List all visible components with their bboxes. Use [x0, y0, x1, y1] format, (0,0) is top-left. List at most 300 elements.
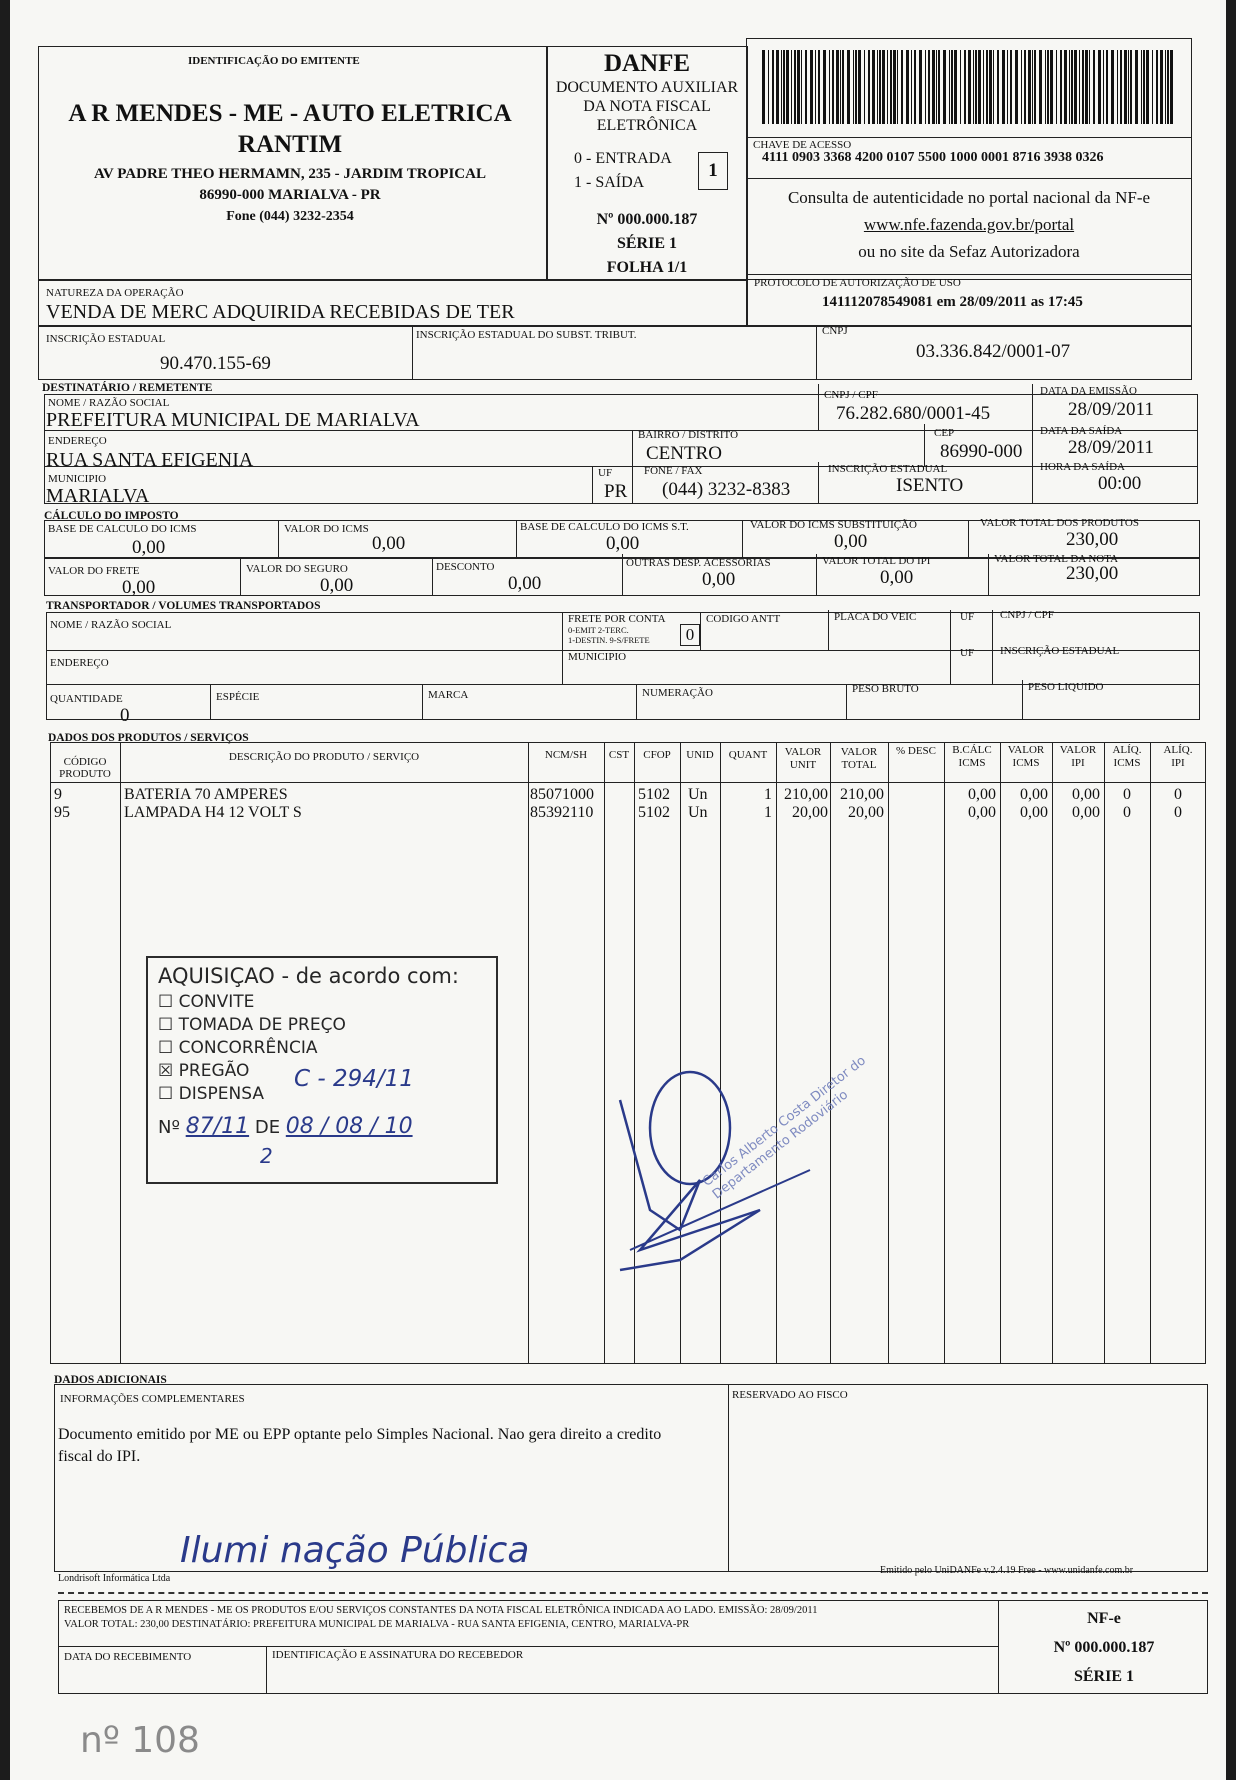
canhoto-text-1: RECEBEMOS DE A R MENDES - ME OS PRODUTOS E/OU SERVIÇOS CONSTANTES DA NOTA FISCAL ELETRÔNICA INDICADA AO LADO. EMISSÃO: 28/09/2011 [64, 1605, 818, 1616]
stamp-opt-dispensa: ☐ DISPENSA [158, 1084, 264, 1104]
stamp-date: 08 / 08 / 10 [285, 1114, 413, 1139]
frete: 0,00 [122, 577, 156, 598]
barcode-bar [1021, 50, 1022, 124]
hdr-vipi [1052, 744, 1104, 770]
barcode-bar [762, 50, 765, 124]
transp-antt-label: CODIGO ANTT [706, 613, 781, 625]
total-prod: 230,00 [1066, 529, 1119, 550]
hdr-vipi-1: VALOR [1059, 744, 1097, 756]
barcode-bar [1165, 50, 1166, 124]
canhoto-text-2: VALOR TOTAL: 230,00 DESTINATÁRIO: PREFEITURA MUNICIPAL DE MARIALVA - RUA SANTA EFIGENIA, CENTRO, MARIALVA-PR [64, 1619, 690, 1630]
barcode-bar [882, 50, 885, 124]
row-quant: 1 [764, 804, 772, 821]
hdr-bcalc [944, 744, 1000, 770]
barcode-bar [906, 50, 909, 124]
barcode-bar [853, 50, 854, 124]
barcode-bar [818, 50, 820, 124]
dest-saida-label: DATA DA SAÍDA [1040, 425, 1123, 437]
barcode-bar [887, 50, 888, 124]
barcode-bar [1079, 50, 1080, 124]
chave-value: 4111 0903 3368 4200 0107 5500 1000 0001 8716 3938 0326 [762, 150, 1104, 165]
total-prod-label: VALOR TOTAL DOS PRODUTOS [980, 517, 1139, 529]
total-nota-label: VALOR TOTAL DA NOTA [994, 553, 1119, 565]
barcode-bar [1050, 50, 1053, 124]
danfe-type-value: 1 [698, 152, 728, 190]
info-text-2: fiscal do IPI. [58, 1448, 141, 1465]
transp-municipio-label: MUNICIPIO [568, 651, 627, 663]
barcode-bar [1069, 50, 1070, 124]
produtos-section-label: DADOS DOS PRODUTOS / SERVIÇOS [48, 732, 249, 744]
imp-r2-v2 [432, 558, 433, 596]
ipi: 0,00 [880, 567, 914, 588]
stamp-extra: 2 [260, 1144, 273, 1168]
hdr-bcalc-2: ICMS [958, 757, 986, 769]
barcode-bar [1047, 50, 1049, 124]
transp-frete-label: FRETE POR CONTA [568, 613, 666, 625]
danfe-title-block [546, 50, 748, 135]
barcode-bar [776, 50, 779, 124]
barcode-bar [842, 50, 844, 124]
dest-vline-dates [1032, 384, 1033, 504]
ie-value: 90.470.155-69 [160, 353, 271, 374]
danfe-page [10, 0, 1226, 1780]
imp-r2-v1 [240, 558, 241, 596]
hdr-vunit-1: VALOR [784, 746, 822, 758]
canhoto-serie: SÉRIE 1 [1073, 1668, 1135, 1685]
barcode-bar [1089, 50, 1090, 124]
barcode-bar [864, 50, 865, 124]
barcode-bar [801, 50, 802, 124]
emitente-box [38, 46, 548, 280]
emitente-phone: Fone (044) 3232-2354 [226, 209, 354, 224]
dest-ie-label: INSCRIÇÃO ESTADUAL [828, 463, 948, 475]
total-nota: 230,00 [1066, 563, 1119, 584]
hdr-aipi-1: ALÍQ. [1163, 744, 1193, 756]
canhoto-nfe-block [1000, 1604, 1208, 1691]
transp-endereco-label: ENDEREÇO [50, 657, 109, 669]
row-codigo: 9 [54, 786, 62, 803]
dest-vline-bairro [632, 430, 633, 466]
barcode-bar [791, 50, 792, 124]
dest-nome: PREFEITURA MUNICIPAL DE MARIALVA [46, 409, 420, 431]
footer-handwritten: nº 108 [80, 1720, 200, 1761]
transp-v-especie [210, 684, 211, 720]
info-label: INFORMAÇÕES COMPLEMENTARES [60, 1393, 245, 1405]
dest-municipio-label: MUNICIPIO [48, 473, 107, 485]
barcode-bar [975, 50, 977, 124]
dest-bairro: CENTRO [646, 443, 722, 464]
base-st-label: BASE DE CALCULO DO ICMS S.T. [520, 521, 689, 533]
barcode-bar [1098, 50, 1101, 124]
barcode-bar [1064, 50, 1067, 124]
stamp-opt-pregao: ☒ PREGÃO [158, 1061, 250, 1081]
barcode-bar [1082, 50, 1084, 124]
hdr-vtotal [830, 746, 888, 772]
barcode-bar [997, 50, 999, 124]
barcode-bar [964, 50, 966, 124]
transp-quantidade-label: QUANTIDADE [50, 693, 123, 705]
emitente-name-line2: RANTIM [237, 131, 343, 158]
col-line-cst [604, 742, 605, 1364]
hdr-vunit-2: UNIT [789, 759, 817, 771]
barcode-bar [840, 50, 841, 124]
inscricao-divider-1 [412, 326, 413, 380]
transp-placa-label: PLACA DO VEIC [834, 611, 917, 623]
danfe-entrada: 0 - ENTRADA [574, 150, 672, 167]
base-st: 0,00 [606, 533, 640, 554]
valor-st: 0,00 [834, 531, 868, 552]
barcode-bar [823, 50, 826, 124]
stamp-opt4: PREGÃO [178, 1061, 250, 1081]
barcode-bar [1124, 50, 1127, 124]
barcode-bar [1167, 50, 1169, 124]
danfe-saida: 1 - SAÍDA [574, 174, 645, 191]
barcode-bar [1085, 50, 1088, 124]
dest-uf-label: UF [598, 467, 613, 479]
row-vtotal: 20,00 [848, 804, 884, 821]
barcode-bar [877, 50, 878, 124]
adicionais-section-label: DADOS ADICIONAIS [54, 1374, 167, 1386]
outras-label: OUTRAS DESP. ACESSÓRIAS [626, 557, 771, 569]
transp-ie-label: INSCRIÇÃO ESTADUAL [1000, 645, 1120, 657]
chave-label: CHAVE DE ACESSO [753, 139, 852, 151]
fisco-label: RESERVADO AO FISCO [732, 1389, 848, 1401]
row-vicms: 0,00 [1020, 804, 1048, 821]
barcode-bar [1117, 50, 1118, 124]
seguro: 0,00 [320, 575, 354, 596]
emitente-address: AV PADRE THEO HERMAMN, 235 - JARDIM TROPICAL [94, 166, 486, 182]
barcode-bar [768, 50, 769, 124]
stamp-opt2: TOMADA DE PREÇO [178, 1015, 346, 1035]
barcode-bar [1128, 50, 1129, 124]
row-descricao: LAMPADA H4 12 VOLT S [124, 804, 302, 821]
hdr-unid: UNID [686, 749, 714, 761]
stamp-opt-tomada: ☐ TOMADA DE PREÇO [158, 1015, 346, 1035]
consulta-portal-link[interactable]: www.nfe.fazenda.gov.br/portal [863, 215, 1075, 234]
transp-v-marca [422, 684, 423, 720]
barcode-bar [1111, 50, 1114, 124]
hdr-cst: CST [608, 749, 630, 761]
barcode-bar [897, 50, 898, 124]
barcode-bar [968, 50, 971, 124]
hdr-desc: % DESC [895, 745, 937, 757]
barcode-bar [1074, 50, 1077, 124]
transp-v-numeracao [636, 684, 637, 720]
col-line-aipi [1150, 742, 1151, 1364]
row-quant: 1 [764, 786, 772, 803]
barcode-bar [1141, 50, 1142, 124]
row-aicms: 0 [1123, 804, 1131, 821]
dest-cep: 86990-000 [940, 441, 1023, 462]
base-icms: 0,00 [132, 537, 166, 558]
dest-cnpj: 76.282.680/0001-45 [836, 403, 991, 424]
barcode-bar [1103, 50, 1104, 124]
hdr-aipi [1150, 744, 1206, 770]
hdr-vtotal-2: TOTAL [841, 759, 877, 771]
emitente-address-block [50, 164, 530, 227]
natureza-value: VENDA DE MERC ADQUIRIDA RECEBIDAS DE TER [46, 301, 515, 323]
stamp-title: AQUISIÇAO - de acordo com: [158, 964, 459, 988]
canhoto-numero: Nº 000.000.187 [1053, 1639, 1155, 1656]
danfe-subtitle-2: DA NOTA FISCAL [583, 98, 711, 115]
row-bcalc: 0,00 [968, 786, 996, 803]
transp-v-bruto [846, 684, 847, 720]
danfe-serie: SÉRIE 1 [616, 235, 678, 252]
aquisicao-stamp [146, 956, 498, 1184]
barcode-bar [893, 50, 896, 124]
stamp-no-line [158, 1114, 478, 1139]
transp-especie-label: ESPÉCIE [216, 691, 260, 703]
hdr-descricao: DESCRIÇÃO DO PRODUTO / SERVIÇO [228, 751, 420, 763]
dest-saida: 28/09/2011 [1068, 437, 1154, 458]
imp-r1-v2 [516, 520, 517, 558]
signature-stamp-text: Carlos Alberto Costa Diretor do Departamento Rodoviário [700, 1053, 869, 1203]
transp-quantidade: 0 [120, 705, 130, 726]
barcode-bar [1170, 50, 1173, 124]
valor-icms: 0,00 [372, 533, 406, 554]
consulta-line-1: Consulta de autenticidade no portal nacional da NF-e [787, 188, 1151, 207]
barcode-bar [911, 50, 912, 124]
barcode-bar [797, 50, 800, 124]
canhoto-hline [58, 1646, 998, 1647]
canhoto-nfe: NF-e [1087, 1610, 1121, 1627]
stamp-no-value: 87/11 [185, 1114, 250, 1139]
desconto: 0,00 [508, 573, 542, 594]
canhoto-vline-1 [998, 1600, 999, 1694]
info-text [58, 1424, 718, 1468]
barcode-bar [993, 50, 994, 124]
protocolo-value: 141112078549081 em 28/09/2011 as 17:45 [822, 294, 1083, 310]
outras: 0,00 [702, 569, 736, 590]
transp-peso-bruto-label: PESO BRUTO [852, 683, 919, 695]
barcode-bar [989, 50, 992, 124]
barcode-bar [954, 50, 957, 124]
transp-v-cnpj [992, 610, 993, 684]
ie-label: INSCRIÇÃO ESTADUAL [46, 333, 166, 345]
hdr-ncm: NCM/SH [544, 749, 588, 761]
barcode-bar [815, 50, 816, 124]
dest-municipio: MARIALVA [46, 485, 150, 507]
dest-ie: ISENTO [896, 475, 964, 496]
barcode-bar [1010, 50, 1012, 124]
ie-st-label: INSCRIÇÃO ESTADUAL DO SUBST. TRIBUT. [416, 329, 637, 341]
stamp-opt3: CONCORRÊNCIA [178, 1038, 318, 1058]
danfe-numero: Nº 000.000.187 [596, 211, 698, 228]
dest-vline-ie [818, 462, 819, 504]
transp-frete-opts-2: 1-DESTIN. 9-S/FRETE [568, 635, 650, 645]
transp-v-frete [562, 612, 563, 684]
natureza-label: NATUREZA DA OPERAÇÃO [46, 287, 184, 299]
barcode-bar [855, 50, 857, 124]
hdr-aipi-2: IPI [1171, 757, 1185, 769]
row-aipi: 0 [1174, 804, 1182, 821]
danfe-subtitle-1: DOCUMENTO AUXILIAR [555, 79, 739, 96]
adicionais-divider [728, 1384, 729, 1572]
barcode-bar [794, 50, 796, 124]
ipi-label: VALOR TOTAL DO IPI [822, 555, 931, 567]
col-line-vicms [1000, 742, 1001, 1364]
hdr-vtotal-1: VALOR [840, 746, 878, 758]
transp-peso-liquido-label: PESO LIQUIDO [1028, 681, 1104, 693]
barcode-bar [772, 50, 774, 124]
transp-numeracao-label: NUMERAÇÃO [642, 687, 713, 699]
col-line-vipi [1052, 742, 1053, 1364]
barcode-bar [832, 50, 834, 124]
row-aipi: 0 [1174, 786, 1182, 803]
transp-frete-opts-1: 0-EMIT 2-TERC. [568, 625, 629, 635]
hdr-aicms-2: ICMS [1113, 757, 1141, 769]
valor-icms-label: VALOR DO ICMS [284, 523, 369, 535]
stamp-de-label: DE [254, 1117, 281, 1138]
row-vunit: 210,00 [784, 786, 828, 803]
dest-vline-cnpj [818, 384, 819, 430]
barcode-bar [936, 50, 937, 124]
chave-divider-2 [746, 178, 1192, 179]
barcode-bar [781, 50, 782, 124]
barcode-bar [1060, 50, 1062, 124]
barcode-bar [1032, 50, 1033, 124]
dest-hora-label: HORA DA SAÍDA [1040, 461, 1125, 473]
imp-r2-v4 [816, 554, 817, 596]
handwritten-note: Ilumi nação Pública [180, 1530, 530, 1571]
danfe-folha: FOLHA 1/1 [606, 259, 688, 276]
col-line-desc [120, 742, 121, 1364]
imposto-section-label: CÁLCULO DO IMPOSTO [44, 510, 179, 522]
dest-endereco: RUA SANTA EFIGENIA [46, 449, 254, 471]
col-line-aicms [1104, 742, 1105, 1364]
hdr-quant: QUANT [728, 749, 768, 761]
hdr-vipi-2: IPI [1071, 757, 1085, 769]
emitente-name [50, 98, 530, 160]
dest-vline-uf [592, 466, 593, 504]
row-ncm: 85071000 [530, 786, 594, 803]
table-row [10, 804, 1226, 822]
hdr-vunit [776, 746, 830, 772]
hdr-aicms-1: ALÍQ. [1112, 744, 1142, 756]
imp-r1-v1 [278, 520, 279, 558]
transp-v-uf [950, 610, 951, 684]
barcode-bar [1120, 50, 1122, 124]
dest-emissao: 28/09/2011 [1068, 399, 1154, 420]
row-cfop: 5102 [638, 786, 670, 803]
barcode-bar [1135, 50, 1138, 124]
row-vtotal: 210,00 [840, 786, 884, 803]
stamp-opt-concorrencia: ☐ CONCORRÊNCIA [158, 1038, 318, 1058]
software-right: Emitido pelo UniDANFe v.2.4.19 Free - www.unidanfe.com.br [880, 1565, 1134, 1576]
barcode-bar [1045, 50, 1046, 124]
emitente-name-line1: A R MENDES - ME - AUTO ELETRICA [68, 100, 512, 127]
barcode-bar [1002, 50, 1005, 124]
barcode-bar [1039, 50, 1042, 124]
frete-label: VALOR DO FRETE [48, 565, 140, 577]
stamp-opt5: DISPENSA [178, 1084, 264, 1104]
transp-v-placa [828, 610, 829, 650]
barcode-bar [925, 50, 926, 124]
transp-cnpj-label: CNPJ / CPF [1000, 609, 1054, 621]
stamp-no-label: Nº [158, 1117, 180, 1138]
canhoto-ident-label: IDENTIFICAÇÃO E ASSINATURA DO RECEBEDOR [272, 1649, 524, 1661]
hdr-vicms [1000, 744, 1052, 770]
dest-cep-label: CEP [934, 427, 955, 439]
consulta-block [750, 184, 1188, 265]
transp-uf2-label: UF [960, 647, 975, 659]
barcode-bar [1143, 50, 1145, 124]
barcode-bar [1106, 50, 1108, 124]
barcode-bar [928, 50, 930, 124]
cnpj-emitente-value: 03.336.842/0001-07 [916, 341, 1071, 362]
dest-vline-cep [924, 424, 925, 466]
barcode-bar [960, 50, 961, 124]
barcode-bar [1024, 50, 1026, 124]
inscricao-divider-2 [816, 326, 817, 380]
row-bcalc: 0,00 [968, 804, 996, 821]
dest-bairro-label: BAIRRO / DISTRITO [638, 429, 739, 441]
row-unid: Un [688, 786, 708, 803]
info-text-1: Documento emitido por ME ou EPP optante pelo Simples Nacional. Nao gera direito a credito [58, 1426, 662, 1443]
canhoto-data-label: DATA DO RECEBIMENTO [64, 1651, 192, 1663]
barcode-bar [986, 50, 988, 124]
barcode-bar [1156, 50, 1158, 124]
imp-r1-v3 [742, 520, 743, 558]
row-codigo: 95 [54, 804, 70, 821]
cnpj-emitente-label: CNPJ [822, 325, 848, 337]
transp-v-liquido [1022, 680, 1023, 720]
canhoto-vline-2 [266, 1646, 267, 1694]
row-vipi: 0,00 [1072, 786, 1100, 803]
barcode-bar [1015, 50, 1018, 124]
barcode-bar [978, 50, 981, 124]
destinatario-section-label: DESTINATÁRIO / REMETENTE [42, 382, 213, 394]
row-vipi: 0,00 [1072, 804, 1100, 821]
row-vunit: 20,00 [792, 804, 828, 821]
hdr-codigo-1: CÓDIGO [63, 756, 107, 768]
emitente-section-label: IDENTIFICAÇÃO DO EMITENTE [188, 55, 360, 67]
hdr-aicms [1104, 744, 1150, 770]
danfe-numero-block [546, 208, 748, 280]
barcode-bar [1130, 50, 1132, 124]
col-line-bcalc [944, 742, 945, 1364]
transp-hline-2 [46, 684, 1200, 685]
transp-frete-value: 0 [680, 624, 700, 646]
row-vicms: 0,00 [1020, 786, 1048, 803]
barcode-bar [949, 50, 950, 124]
barcode-bar [938, 50, 940, 124]
barcode-bar [1152, 50, 1153, 124]
dest-emissao-label: DATA DA EMISSÃO [1040, 385, 1137, 397]
barcode-bar [951, 50, 953, 124]
row-aicms: 0 [1123, 786, 1131, 803]
dest-vline-fone [632, 466, 633, 504]
stamp-pregao-ref: C - 294/11 [294, 1066, 414, 1092]
barcode-bar [1160, 50, 1163, 124]
seguro-label: VALOR DO SEGURO [246, 563, 348, 575]
hdr-bcalc-1: B.CÁLC [952, 744, 992, 756]
barcode-bar [805, 50, 807, 124]
danfe-subtitle-3: ELETRÔNICA [596, 117, 698, 134]
barcode-bar [1071, 50, 1073, 124]
barcode-bar [914, 50, 916, 124]
dest-fone: (044) 3232-8383 [662, 479, 791, 500]
software-left: Londrisoft Informática Ltda [58, 1573, 171, 1584]
transportador-section-label: TRANSPORTADOR / VOLUMES TRANSPORTADOS [46, 600, 321, 612]
row-ncm: 85392110 [530, 804, 594, 821]
imp-r1-v4 [968, 520, 969, 558]
row-unid: Un [688, 804, 708, 821]
transp-nome-label: NOME / RAZÃO SOCIAL [50, 619, 172, 631]
barcode-bar [858, 50, 861, 124]
dest-endereco-label: ENDEREÇO [48, 435, 107, 447]
barcode-bar [1028, 50, 1031, 124]
